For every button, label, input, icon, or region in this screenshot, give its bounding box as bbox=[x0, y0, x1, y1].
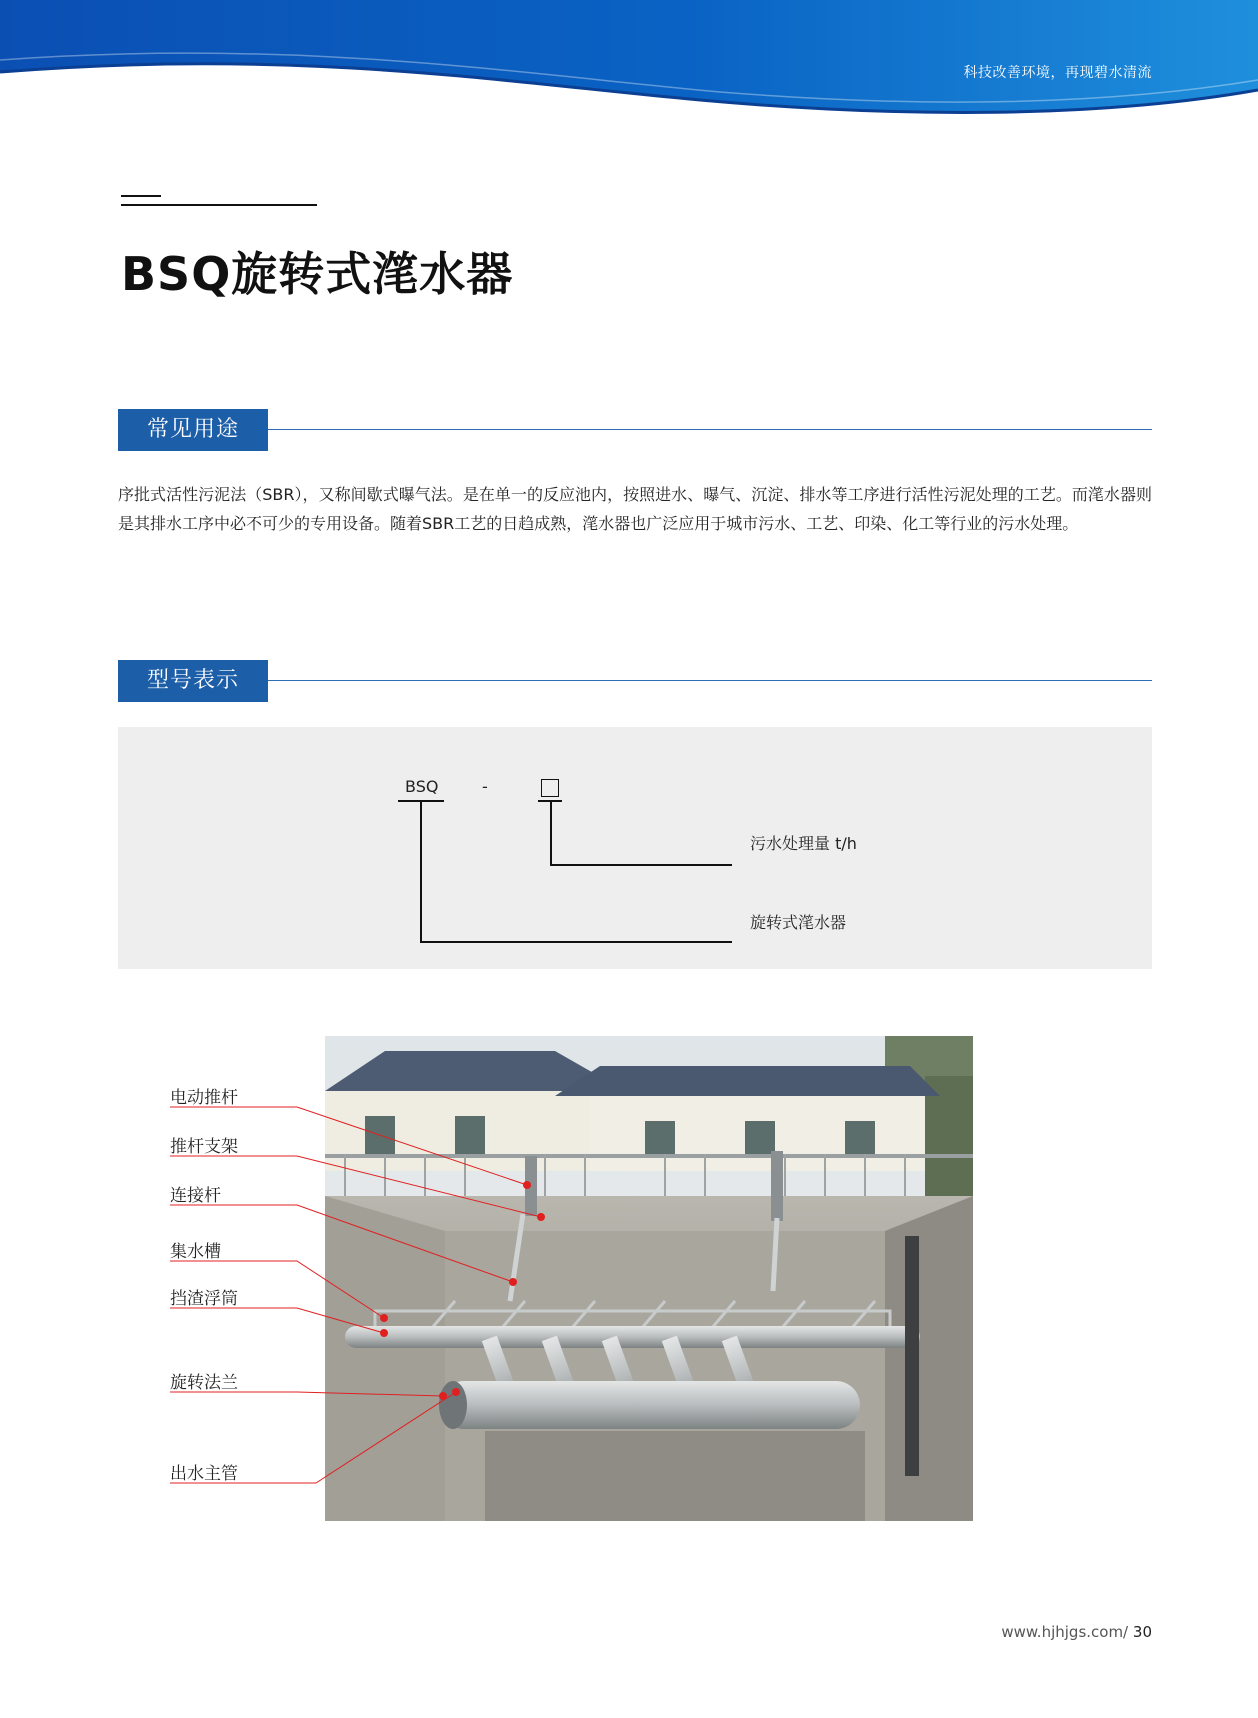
type-leader-vertical bbox=[420, 801, 422, 942]
footer-url: www.hjhjgs.com/ bbox=[1001, 1623, 1129, 1641]
section-divider bbox=[268, 680, 1152, 681]
model-capacity-box bbox=[541, 779, 559, 797]
section-divider bbox=[268, 429, 1152, 430]
capacity-label: 污水处理量 t/h bbox=[750, 834, 857, 853]
title-rule-long bbox=[121, 204, 317, 206]
label-outlet-main-pipe: 出水主管 bbox=[170, 1464, 238, 1484]
label-actuator-bracket: 推杆支架 bbox=[170, 1137, 238, 1157]
model-dash: - bbox=[482, 777, 488, 796]
header-wave-banner bbox=[0, 0, 1258, 120]
label-rotary-flange: 旋转法兰 bbox=[170, 1373, 238, 1393]
page-number: 30 bbox=[1132, 1623, 1152, 1641]
label-connecting-rod: 连接杆 bbox=[170, 1186, 221, 1206]
type-leader-horizontal bbox=[420, 941, 732, 943]
label-collecting-trough: 集水槽 bbox=[170, 1242, 221, 1262]
capacity-leader-vertical bbox=[550, 801, 552, 865]
model-code: BSQ bbox=[405, 777, 439, 796]
label-scum-float: 挡渣浮筒 bbox=[170, 1289, 238, 1309]
model-diagram bbox=[118, 727, 1152, 969]
capacity-leader-horizontal bbox=[550, 864, 732, 866]
header-slogan: 科技改善环境，再现碧水清流 bbox=[963, 65, 1152, 81]
title-rule-short bbox=[121, 195, 161, 197]
decanter-photo bbox=[325, 1036, 973, 1521]
usage-paragraph: 序批式活性污泥法（SBR），又称间歇式曝气法。是在单一的反应池内，按照进水、曝气、沉淀、排水等工序进行活性污泥处理的工艺。而滗水器则是其排水工序中必不可少的专用设备。随着SBR工艺的日趋成熟，滗水器也广泛应用于城市污水、工艺、印染、化工等行业的污水处理。 bbox=[118, 485, 1152, 533]
section-tag-model: 型号表示 bbox=[118, 660, 268, 702]
section-tag-usage: 常见用途 bbox=[118, 409, 268, 451]
type-label: 旋转式滗水器 bbox=[750, 913, 847, 932]
section-heading-model bbox=[118, 660, 1152, 702]
footer bbox=[1001, 1623, 1152, 1641]
section-heading-usage bbox=[118, 409, 1152, 451]
label-electric-actuator: 电动推杆 bbox=[170, 1088, 238, 1108]
page-title: BSQ旋转式滗水器 bbox=[121, 247, 514, 301]
